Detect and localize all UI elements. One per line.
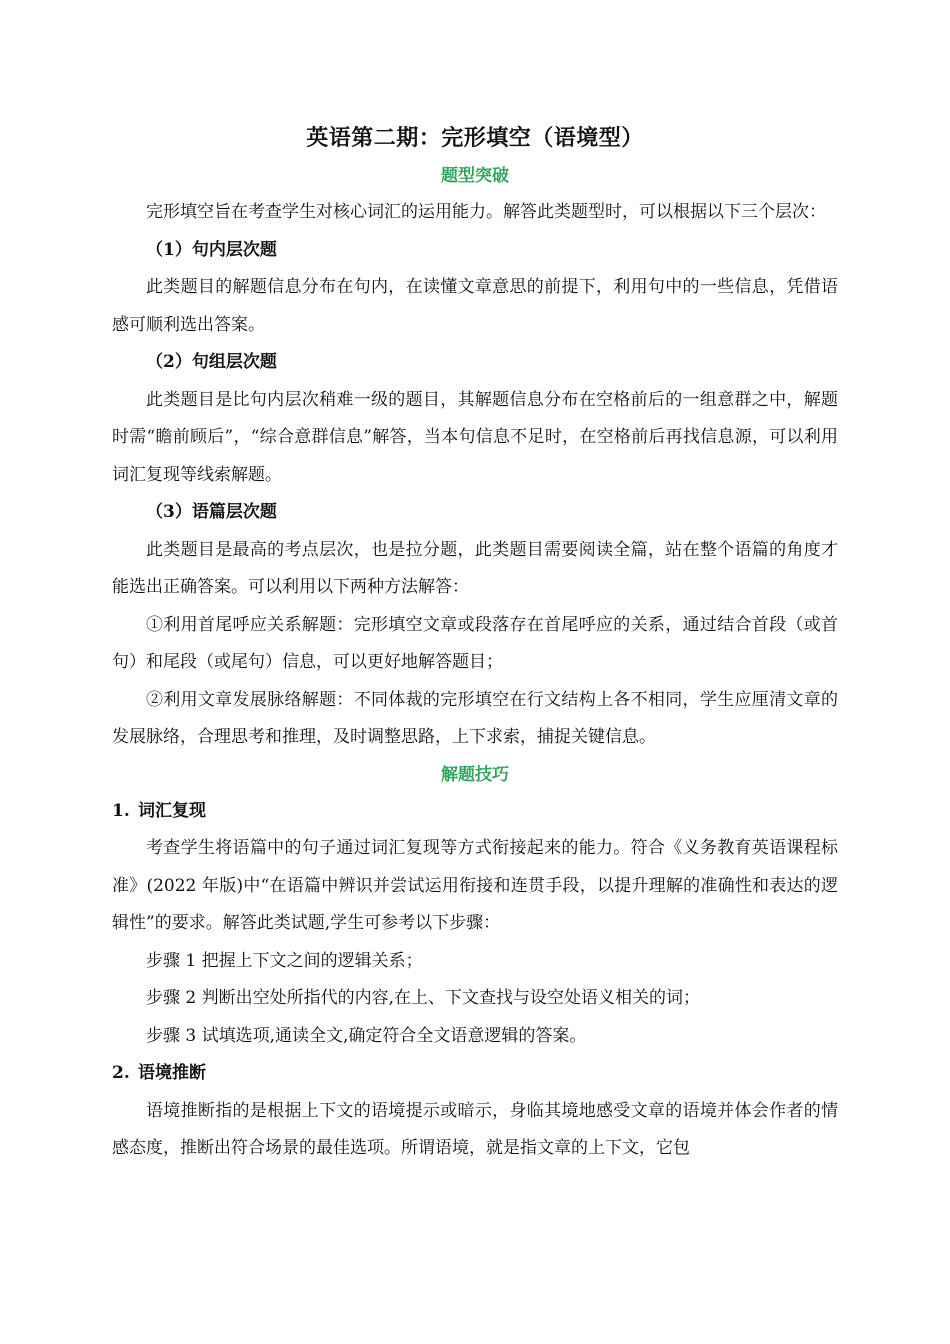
item1-step3: 步骤 3 试填选项,通读全文,确定符合全文语意逻辑的答案。 — [146, 1025, 587, 1046]
item2-number: 2. — [112, 1063, 130, 1083]
level2-paragraph: 此类题目是比句内层次稍难一级的题目，其解题信息分布在空格前后的一组意群之中，解题时需“瞻前顾后”，“综合意群信息”解答，当本句信息不足时，在空格前后再找信息源，可以利用词汇复现等线索解题。 — [112, 389, 838, 485]
page-title: 英语第二期：完形填空（语境型） — [306, 125, 644, 151]
item1-paragraph: 考查学生将语篇中的句子通过词汇复现等方式衔接起来的能力。符合《义务教育英语课程标准》(2022 年版)中“在语篇中辨识并尝试运用衔接和连贯手段，以提升理解的准确性和表达的逻辑性”的要求。解答此类试题,学生可参考以下步骤： — [112, 838, 838, 933]
item2-title: 语境推断 — [138, 1063, 206, 1083]
intro-paragraph: 完形填空旨在考查学生对核心词汇的运用能力。解答此类题型时，可以根据以下三个层次： — [146, 202, 826, 222]
item1-step1: 步骤 1 把握上下文之间的逻辑关系； — [146, 950, 423, 971]
item1-number: 1. — [112, 800, 130, 821]
level3-heading: （3）语篇层次题 — [146, 502, 277, 522]
level3-paragraph: 此类题目是最高的考点层次，也是拉分题，此类题目需要阅读全篇，站在整个语篇的角度才能选出正确答案。可以利用以下两种方法解答： — [112, 539, 838, 597]
document-content — [112, 118, 838, 1168]
item1-step2: 步骤 2 判断出空处所指代的内容,在上、下文查找与设空处语义相关的词； — [146, 988, 701, 1008]
level1-paragraph: 此类题目的解题信息分布在句内，在读懂文章意思的前提下，利用句中的一些信息，凭借语感可顺利选出答案。 — [112, 277, 838, 335]
section-heading-question-types: 题型突破 — [441, 166, 509, 186]
item1-title: 词汇复现 — [138, 800, 206, 821]
item1-heading — [112, 793, 838, 831]
level3-method2: ②利用文章发展脉络解题：不同体裁的完形填空在行文结构上各不相同，学生应厘清文章的发展脉络，合理思考和推理，及时调整思路，上下求索，捕捉关键信息。 — [112, 689, 838, 747]
item2-paragraph: 语境推断指的是根据上下文的语境提示或暗示，身临其境地感受文章的语境并体会作者的情感态度，推断出符合场景的最佳选项。所谓语境，就是指文章的上下文，它包 — [112, 1100, 838, 1158]
level2-heading: （2）句组层次题 — [146, 352, 277, 372]
level1-heading: （1）句内层次题 — [146, 239, 277, 260]
section-heading-techniques: 解题技巧 — [441, 764, 509, 785]
level3-method1: ①利用首尾呼应关系解题：完形填空文章或段落存在首尾呼应的关系，通过结合首段（或首句）和尾段（或尾句）信息，可以更好地解答题目； — [112, 614, 838, 672]
item2-heading — [112, 1055, 838, 1093]
